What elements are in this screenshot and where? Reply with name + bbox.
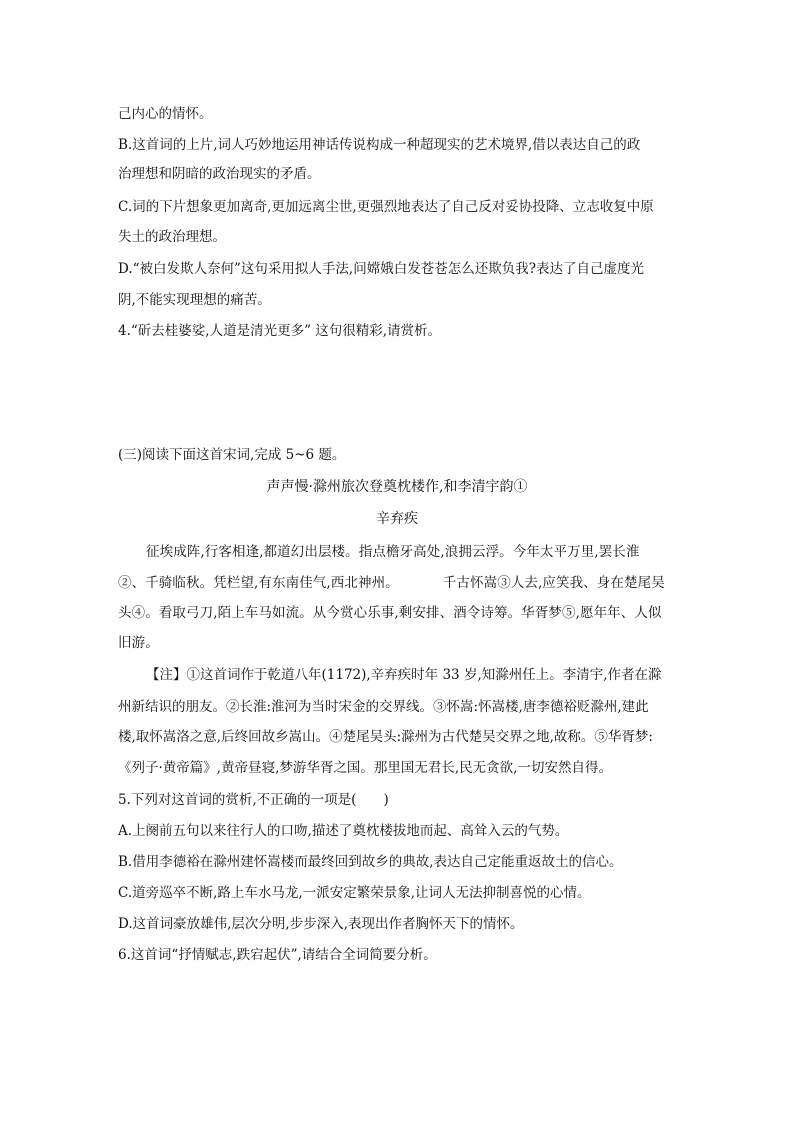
- poem-line-3: 头④。看取弓刀,陌上车马如流。从今赏心乐事,剩安排、酒令诗筹。华胥梦⑤,愿年年、人似: [118, 605, 662, 621]
- option-c-line-1: C.词的下片想象更加离奇,更加远离尘世,更强烈地表达了自己反对妥协投降、立志收复中原: [118, 199, 654, 215]
- question-4: 4.“斫去桂婆娑,人道是清光更多” 这句很精彩,请赏析。: [118, 323, 442, 339]
- question-5-option-c: C.道旁巡卒不断,路上车水马龙,一派安定繁荣景象,让词人无法抑制喜悦的心情。: [118, 885, 591, 901]
- option-b-line-1: B.这首词的上片,词人巧妙地运用神话传说构成一种超现实的艺术境界,借以表达自己的政: [118, 137, 641, 153]
- question-6: 6.这首词“抒情赋志,跌宕起伏”,请结合全词简要分析。: [118, 947, 437, 963]
- poem-title: 声声慢·滁州旅次登奠枕楼作,和李清宇韵①: [266, 479, 528, 495]
- question-5-option-b: B.借用李德裕在滁州建怀嵩楼而最终回到故乡的典故,表达自己定能重返故土的信心。: [118, 854, 623, 870]
- option-d-line-1: D.“被白发欺人奈何”这句采用拟人手法,问嫦娥白发苍苍怎么还欺负我?表达了自己虚度光: [118, 261, 644, 277]
- poem-line-4: 旧游。: [118, 635, 159, 651]
- poem-line-2-part-b: 千古怀嵩③人去,应笑我、身在楚尾吴: [442, 575, 665, 591]
- poem-author: 辛弃疾: [376, 511, 418, 527]
- note-line-1: 【注】①这首词作于乾道八年(1172),辛弃疾时年 33 岁,知滁州任上。李清宇,作者在滁: [146, 667, 662, 683]
- poem-line-2-part-a: ②、千骑临秋。凭栏望,有东南佳气,西北神州。: [118, 575, 399, 591]
- question-5: 5.下列对这首词的赏析,不正确的一项是( ): [118, 792, 389, 808]
- option-b-line-2: 治理想和阴暗的政治现实的矛盾。: [118, 166, 321, 182]
- question-5-option-d: D.这首词豪放雄伟,层次分明,步步深入,表现出作者胸怀天下的情怀。: [118, 916, 524, 932]
- section-intro: (三)阅读下面这首宋词,完成 5~6 题。: [118, 447, 346, 463]
- option-c-line-2: 失土的政治理想。: [118, 229, 226, 245]
- option-d-line-2: 阴,不能实现理想的痛苦。: [118, 292, 271, 308]
- poem-line-2: [118, 573, 678, 593]
- poem-line-1: 征埃成阵,行客相逢,都道幻出层楼。指点檐牙高处,浪拥云浮。今年太平万里,罢长淮: [146, 544, 640, 560]
- text-line: 己内心的情怀。: [118, 106, 213, 122]
- note-line-3: 楼,取怀嵩洛之意,后终回故乡嵩山。④楚尾吴头:滁州为古代楚吴交界之地,故称。⑤华胥梦:: [118, 729, 653, 745]
- note-line-2: 州新结识的朋友。②长淮:淮河为当时宋金的交界线。③怀嵩:怀嵩楼,唐李德裕贬滁州,建此: [118, 699, 649, 715]
- note-line-4: 《列子·黄帝篇》,黄帝昼寝,梦游华胥之国。那里国无君长,民无贪欲,一切安然自得。: [118, 760, 612, 776]
- question-5-option-a: A.上阕前五句以来往行人的口吻,描述了奠枕楼拔地而起、高耸入云的气势。: [118, 823, 569, 839]
